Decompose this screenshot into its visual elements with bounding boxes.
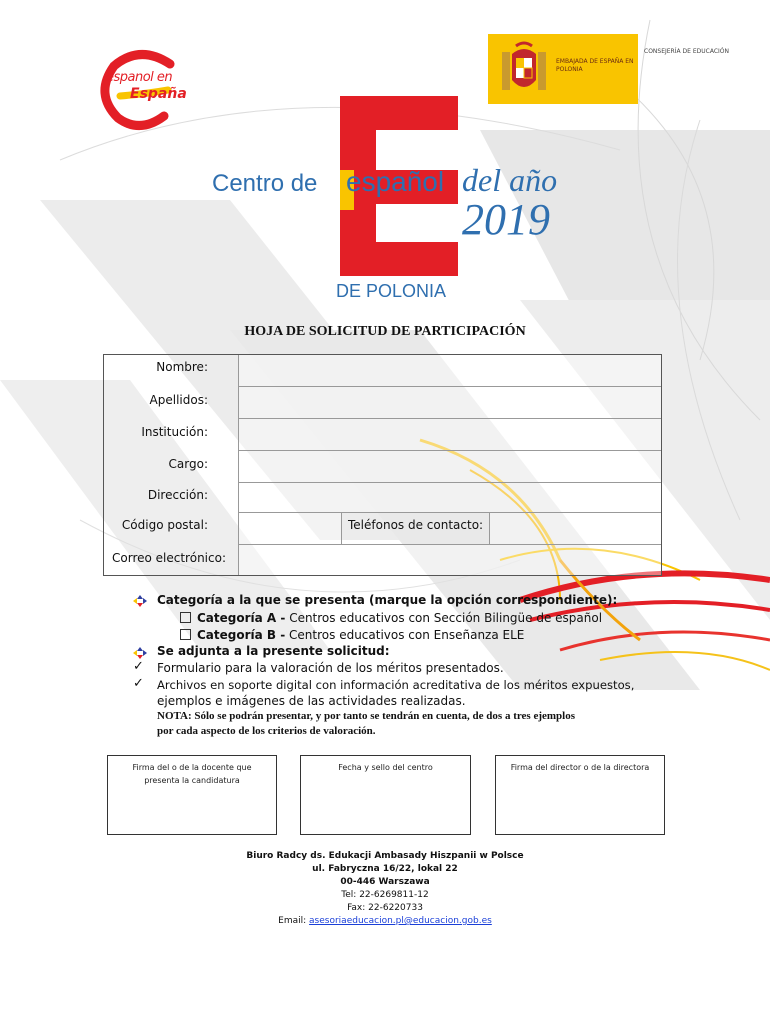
- label-codigo-postal: Código postal:: [121, 518, 208, 532]
- footer-email-label: Email:: [278, 916, 310, 926]
- footer-address: [0, 850, 770, 928]
- signature-box-docente[interactable]: [107, 755, 277, 835]
- four-arrow-bullet-icon: [133, 595, 147, 607]
- institucion-field[interactable]: [238, 419, 661, 451]
- categoria-heading: Categoría a la que se presenta (marque la opción correspondiente):: [157, 593, 618, 607]
- codigo-postal-field[interactable]: [238, 513, 341, 545]
- footer-email-link[interactable]: asesoriaeducacion.pl@educacion.gob.es: [309, 916, 492, 926]
- label-nombre: Nombre:: [156, 360, 208, 374]
- label-correo: Correo electrónico:: [112, 551, 226, 565]
- signature-box-director[interactable]: [495, 755, 665, 835]
- consejeria-label: CONSEJERÍA DE EDUCACIÓN: [644, 48, 729, 55]
- label-cargo: Cargo:: [168, 457, 208, 471]
- banner-year: 2019: [462, 195, 550, 244]
- categoria-a-option[interactable]: [180, 611, 602, 625]
- signature-centro-label: Fecha y sello del centro: [338, 763, 433, 772]
- embassy-logo: [488, 34, 638, 104]
- row-nombre: [104, 355, 661, 387]
- footer-fax: Fax: 22-6220733: [347, 903, 423, 913]
- participation-form: [103, 354, 662, 576]
- espanol-logo: [100, 44, 200, 134]
- checkbox-icon[interactable]: [180, 612, 191, 623]
- footer-tel: Tel: 22-6269811-12: [341, 890, 429, 900]
- cargo-field[interactable]: [238, 451, 661, 483]
- row-direccion: [104, 483, 661, 513]
- categoria-a-label: Categoría A -: [197, 611, 286, 625]
- footer-city: 00-446 Warszawa: [340, 877, 430, 887]
- signature-docente-line2: presenta la candidatura: [144, 776, 240, 785]
- item-archivos-line2: ejemplos e imágenes de las actividades realizadas.: [157, 694, 466, 708]
- signature-box-centro[interactable]: [300, 755, 471, 835]
- check-icon: ✓: [133, 676, 144, 691]
- checkbox-icon[interactable]: [180, 629, 191, 640]
- categoria-b-option[interactable]: [180, 628, 524, 642]
- four-arrow-bullet-icon: [133, 647, 147, 659]
- coat-of-arms-icon: [494, 40, 554, 100]
- check-icon: ✓: [133, 659, 144, 674]
- telefonos-field[interactable]: [489, 513, 661, 545]
- categoria-a-text: Centros educativos con Sección Bilingüe de español: [285, 611, 603, 625]
- label-direccion: Dirección:: [147, 488, 208, 502]
- footer-office: Biuro Radcy ds. Edukacji Ambasady Hiszpanii w Polsce: [246, 851, 524, 861]
- direccion-field[interactable]: [238, 483, 661, 513]
- banner-centro-de: Centro de: [212, 170, 318, 197]
- banner-espanol: español: [346, 166, 445, 197]
- row-correo: [104, 545, 661, 575]
- banner-de-polonia: DE POLONIA: [336, 281, 447, 301]
- nota-line1: NOTA: Sólo se podrán presentar, y por tanto se tendrán en cuenta, de dos a tres ejemplos: [157, 710, 576, 722]
- banner-del-ano: del año: [462, 162, 558, 198]
- embassy-text: EMBAJADA DE ESPAÑA EN POLONIA: [556, 58, 634, 73]
- nombre-field[interactable]: [238, 355, 661, 387]
- row-apellidos: [104, 387, 661, 419]
- apellidos-field[interactable]: [238, 387, 661, 419]
- item-formulario: Formulario para la valoración de los méritos presentados.: [157, 661, 504, 675]
- signature-docente-line1: Firma del o de la docente que: [132, 763, 252, 772]
- label-institucion: Institución:: [141, 425, 208, 439]
- row-codigo-postal: [104, 513, 661, 545]
- footer-street: ul. Fabryczna 16/22, lokal 22: [312, 864, 458, 874]
- categoria-b-label: Categoría B -: [197, 628, 286, 642]
- label-telefonos: Teléfonos de contacto:: [348, 518, 484, 532]
- adjunta-heading: Se adjunta a la presente solicitud:: [157, 644, 390, 658]
- item-archivos-line1: Archivos en soporte digital con información acreditativa de los méritos expuestos,: [157, 678, 635, 692]
- categoria-b-text: Centros educativos con Enseñanza ELE: [285, 628, 525, 642]
- signature-director-label: Firma del director o de la directora: [510, 763, 650, 772]
- row-cargo: [104, 451, 661, 483]
- logo-text-espana: España: [130, 86, 187, 102]
- nota-line2: por cada aspecto de los criterios de valoración.: [157, 725, 376, 737]
- label-apellidos: Apellidos:: [149, 393, 208, 407]
- telefonos-label-cell: [341, 513, 489, 545]
- form-title: HOJA DE SOLICITUD DE PARTICIPACIÓN: [244, 324, 526, 339]
- correo-field[interactable]: [238, 545, 661, 575]
- logo-text-espanol: espanol en: [106, 70, 173, 85]
- row-institucion: [104, 419, 661, 451]
